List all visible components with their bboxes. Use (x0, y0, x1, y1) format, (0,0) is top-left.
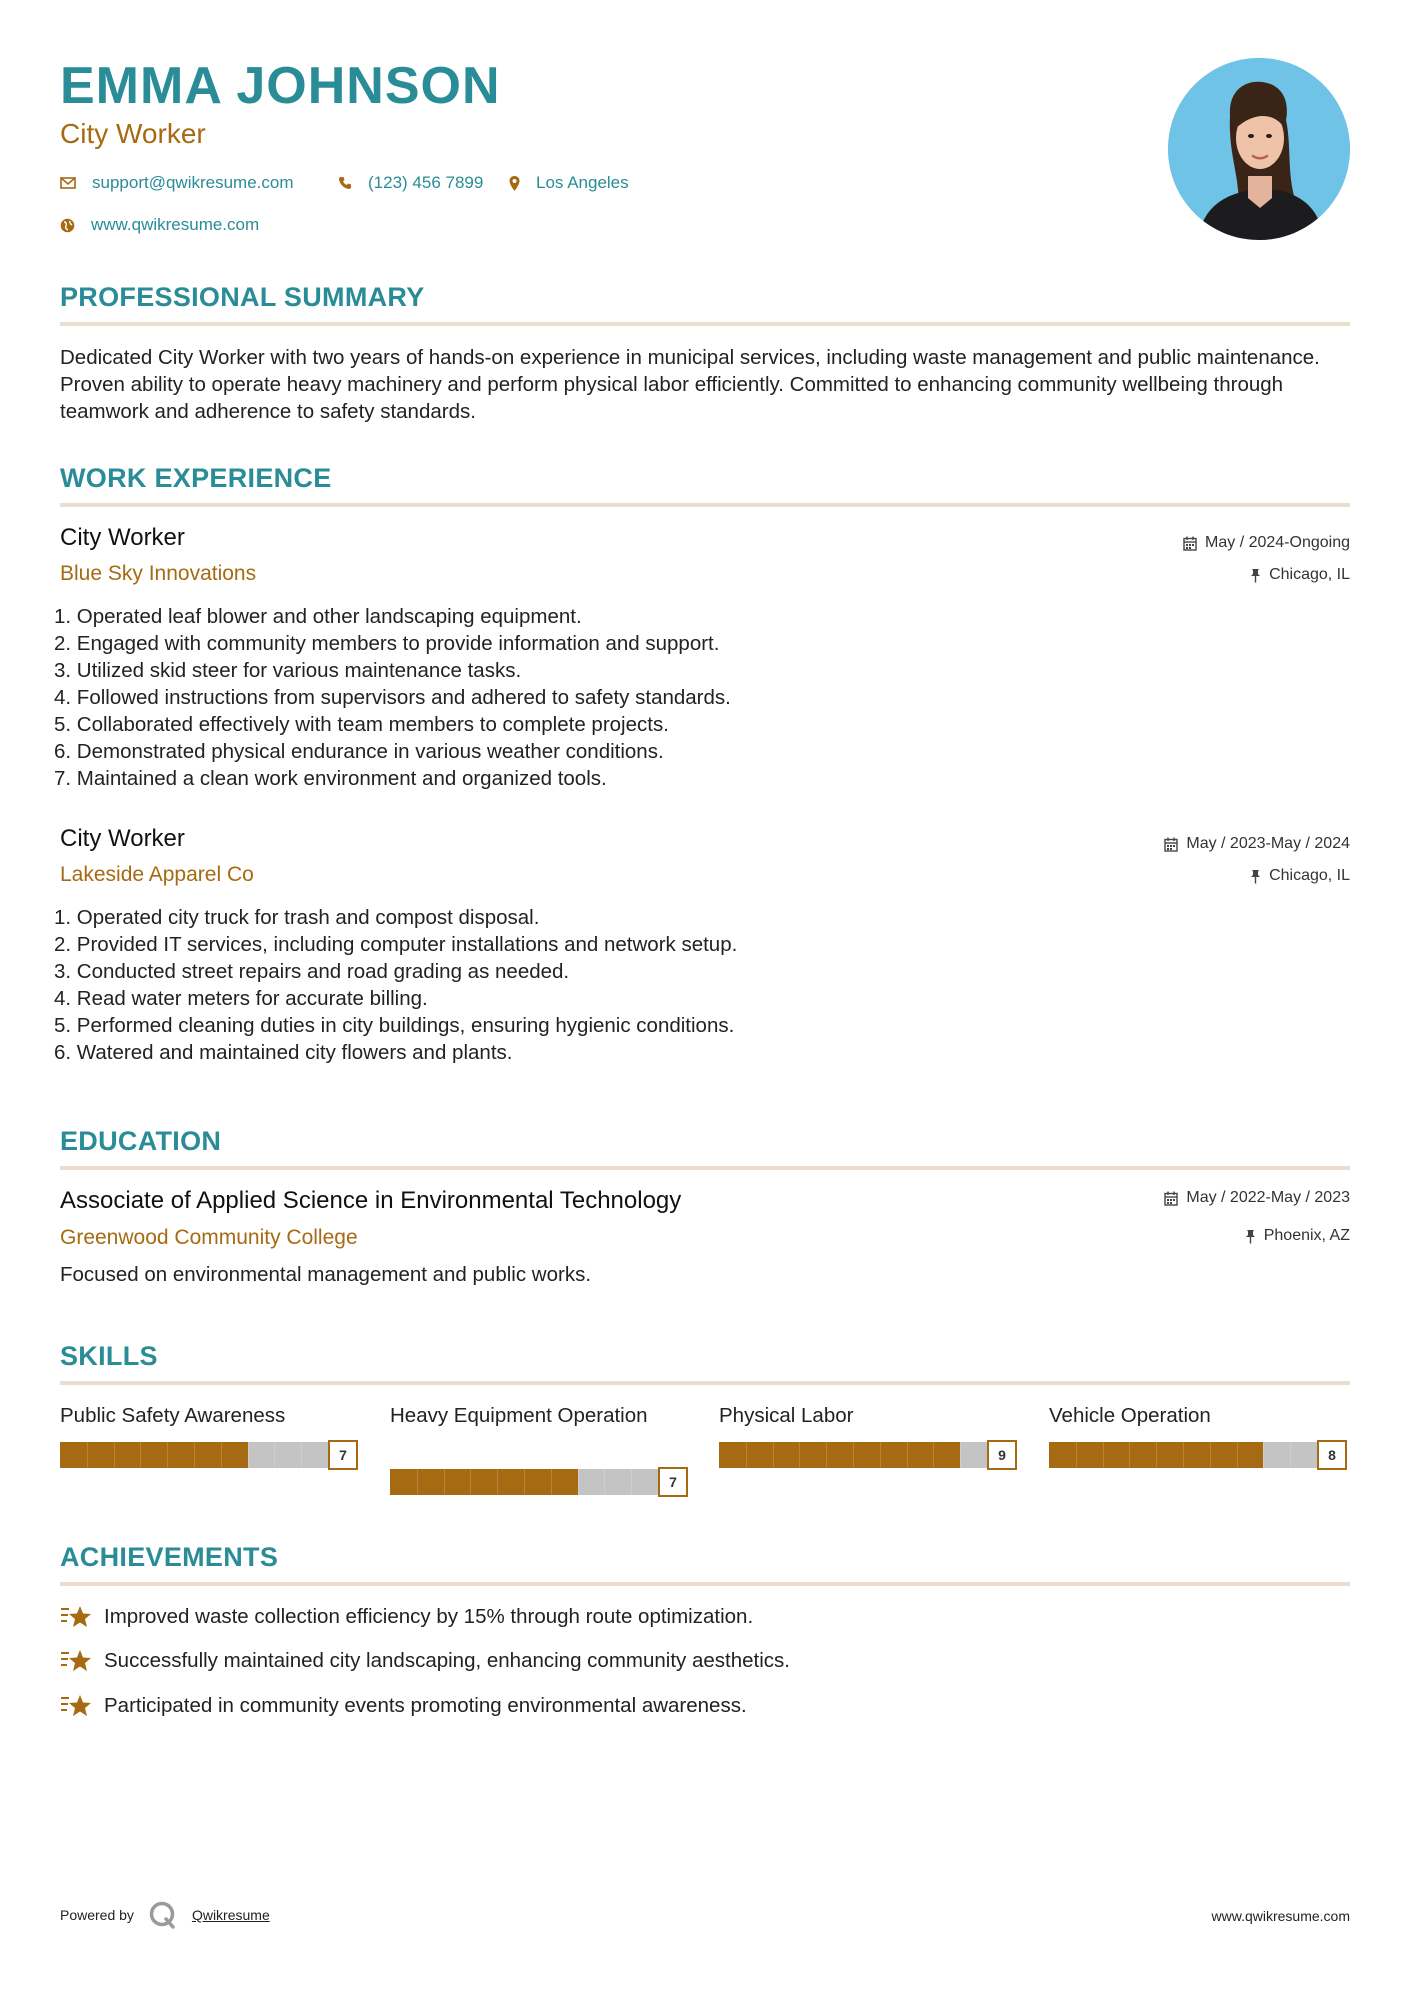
list-item: 1. Operated leaf blower and other landscaping equipment. (54, 605, 582, 628)
skill-name: Public Safety Awareness (60, 1404, 286, 1427)
skill-bar-segment (933, 1442, 934, 1468)
skill-bar-segment (880, 1442, 881, 1468)
pushpin-icon (1250, 568, 1261, 583)
list-item: 1. Operated city truck for trash and compost disposal. (54, 906, 540, 929)
list-item: 5. Collaborated effectively with team members to complete projects. (54, 713, 669, 736)
candidate-role: City Worker (60, 118, 206, 149)
school-name: Greenwood Community College (60, 1226, 358, 1249)
job-bullets (54, 603, 731, 792)
qwikresume-logo-icon (148, 1900, 178, 1930)
list-item: 4. Followed instructions from supervisors and adhered to safety standards. (54, 686, 731, 709)
job-title: City Worker (60, 524, 185, 551)
skill-bar-segment (417, 1469, 418, 1495)
achievements-divider (60, 1582, 1350, 1586)
skill-bar-segment (853, 1442, 854, 1468)
skill-bar-fill (60, 1442, 248, 1468)
achievement-item (60, 1693, 747, 1719)
skill-bar-segment (1210, 1442, 1211, 1468)
skill-bar-segment (497, 1469, 498, 1495)
email-text[interactable]: support@qwikresume.com (92, 173, 294, 192)
skill-bar-segment (799, 1442, 800, 1468)
skill-bar-segment (960, 1442, 961, 1468)
achievement-text: Successfully maintained city landscaping, enhancing community aesthetics. (104, 1649, 790, 1672)
globe-icon (60, 218, 75, 233)
profile-photo-illustration (1168, 58, 1350, 240)
list-item: 6. Demonstrated physical endurance in various weather conditions. (54, 740, 664, 763)
skill-bar-segment (248, 1442, 249, 1468)
job-location (1250, 867, 1350, 885)
skill-bar-segment (1290, 1442, 1291, 1468)
skill-bar-segment (167, 1442, 168, 1468)
contact-location (509, 173, 629, 193)
skill-bar-segment (470, 1469, 471, 1495)
list-item: 3. Utilized skid steer for various maintenance tasks. (54, 659, 522, 682)
calendar-icon (1164, 837, 1178, 852)
education-date (1164, 1189, 1350, 1207)
website-text[interactable]: www.qwikresume.com (91, 215, 260, 234)
skill-name: Vehicle Operation (1049, 1404, 1211, 1427)
job-title: City Worker (60, 825, 185, 852)
skill-name: Heavy Equipment Operation (390, 1404, 648, 1427)
calendar-icon (1164, 1191, 1178, 1206)
achievement-text: Participated in community events promoting environmental awareness. (104, 1694, 747, 1717)
achievement-item (60, 1648, 790, 1674)
education-description: Focused on environmental management and public works. (60, 1263, 592, 1286)
skill-bar-segment (773, 1442, 774, 1468)
phone-icon (338, 176, 352, 190)
skill-bar-segment (140, 1442, 141, 1468)
skill-bar-segment (907, 1442, 908, 1468)
list-item: 4. Read water meters for accurate billing. (54, 987, 428, 1010)
skill-name: Physical Labor (719, 1404, 854, 1427)
pushpin-icon (1250, 869, 1261, 884)
job-location (1250, 566, 1350, 584)
candidate-name: EMMA JOHNSON (60, 57, 501, 115)
skill-bar-segment (1156, 1442, 1157, 1468)
skill-level-badge: 7 (328, 1440, 358, 1470)
skill-bar-segment (578, 1469, 579, 1495)
shooting-star-icon (60, 1648, 92, 1674)
job-date (1164, 835, 1350, 853)
skill-bar-fill (390, 1469, 578, 1495)
education-heading: EDUCATION (60, 1126, 222, 1156)
skill-bar-segment (87, 1442, 88, 1468)
job-date-text: May / 2023-May / 2024 (1186, 835, 1350, 852)
brand-link[interactable]: Qwikresume (191, 1907, 270, 1923)
summary-text: Dedicated City Worker with two years of hands-on experience in municipal services, including waste management and public maintenance. Proven ability to operate heavy machinery and perform physical labor efficiently. Committed to enhancing community wellbeing through teamwork and adherence to safety standards. (60, 346, 1320, 423)
skill-bar-segment (1076, 1442, 1077, 1468)
contact-phone[interactable] (338, 173, 483, 193)
contact-email[interactable] (60, 173, 294, 193)
list-item: 2. Provided IT services, including computer installations and network setup. (54, 933, 738, 956)
skill-bar-segment (1103, 1442, 1104, 1468)
skill-level-badge: 9 (987, 1440, 1017, 1470)
skill-bar-segment (604, 1469, 605, 1495)
skill-bar-segment (551, 1469, 552, 1495)
envelope-icon (60, 177, 76, 189)
skill-bar-segment (301, 1442, 302, 1468)
skill-bar-segment (1183, 1442, 1184, 1468)
footer-branding (60, 1900, 270, 1930)
shooting-star-icon (60, 1604, 92, 1630)
job-company: Blue Sky Innovations (60, 562, 257, 585)
education-location-text: Phoenix, AZ (1263, 1227, 1350, 1244)
education-location (1245, 1227, 1350, 1245)
experience-divider (60, 503, 1350, 507)
skill-bar-segment (274, 1442, 275, 1468)
map-pin-icon (509, 176, 520, 191)
list-item: 3. Conducted street repairs and road grading as needed. (54, 960, 570, 983)
skill-bar-segment (1263, 1442, 1264, 1468)
education-date-text: May / 2022-May / 2023 (1186, 1189, 1350, 1206)
degree-title: Associate of Applied Science in Environmental Technology (60, 1187, 682, 1214)
job-bullets (54, 904, 737, 1066)
job-date (1183, 534, 1350, 552)
summary-heading: PROFESSIONAL SUMMARY (60, 282, 425, 312)
skill-level-badge: 8 (1317, 1440, 1347, 1470)
calendar-icon (1183, 536, 1197, 551)
skill-bar-segment (1129, 1442, 1130, 1468)
skill-bar-fill (719, 1442, 960, 1468)
job-location-text: Chicago, IL (1269, 867, 1350, 884)
job-location-text: Chicago, IL (1269, 566, 1350, 583)
skill-level-badge: 7 (658, 1467, 688, 1497)
skill-bar-segment (221, 1442, 222, 1468)
achievements-heading: ACHIEVEMENTS (60, 1542, 279, 1572)
skill-bar-segment (524, 1469, 525, 1495)
profile-photo (1168, 58, 1350, 240)
experience-heading: WORK EXPERIENCE (60, 463, 332, 493)
skill-bar-segment (114, 1442, 115, 1468)
pushpin-icon (1245, 1229, 1256, 1244)
powered-by-label: Powered by (60, 1907, 134, 1923)
skill-bar-segment (1237, 1442, 1238, 1468)
skill-bar-segment (746, 1442, 747, 1468)
list-item: 6. Watered and maintained city flowers and plants. (54, 1041, 513, 1064)
skill-bar-segment (194, 1442, 195, 1468)
achievement-item (60, 1604, 753, 1630)
job-date-text: May / 2024-Ongoing (1205, 534, 1350, 551)
skills-divider (60, 1381, 1350, 1385)
education-divider (60, 1166, 1350, 1170)
location-text: Los Angeles (536, 173, 629, 192)
skill-bar-segment (444, 1469, 445, 1495)
job-company: Lakeside Apparel Co (60, 863, 254, 886)
skill-bar-segment (631, 1469, 632, 1495)
contact-website[interactable] (60, 215, 259, 235)
shooting-star-icon (60, 1693, 92, 1719)
achievement-text: Improved waste collection efficiency by 15% through route optimization. (104, 1605, 754, 1628)
summary-divider (60, 322, 1350, 326)
list-item: 5. Performed cleaning duties in city buildings, ensuring hygienic conditions. (54, 1014, 735, 1037)
footer-website[interactable]: www.qwikresume.com (1211, 1908, 1350, 1924)
list-item: 2. Engaged with community members to provide information and support. (54, 632, 720, 655)
skills-heading: SKILLS (60, 1341, 158, 1371)
list-item: 7. Maintained a clean work environment and organized tools. (54, 767, 607, 790)
skill-bar-segment (826, 1442, 827, 1468)
phone-text[interactable]: (123) 456 7899 (368, 173, 484, 192)
